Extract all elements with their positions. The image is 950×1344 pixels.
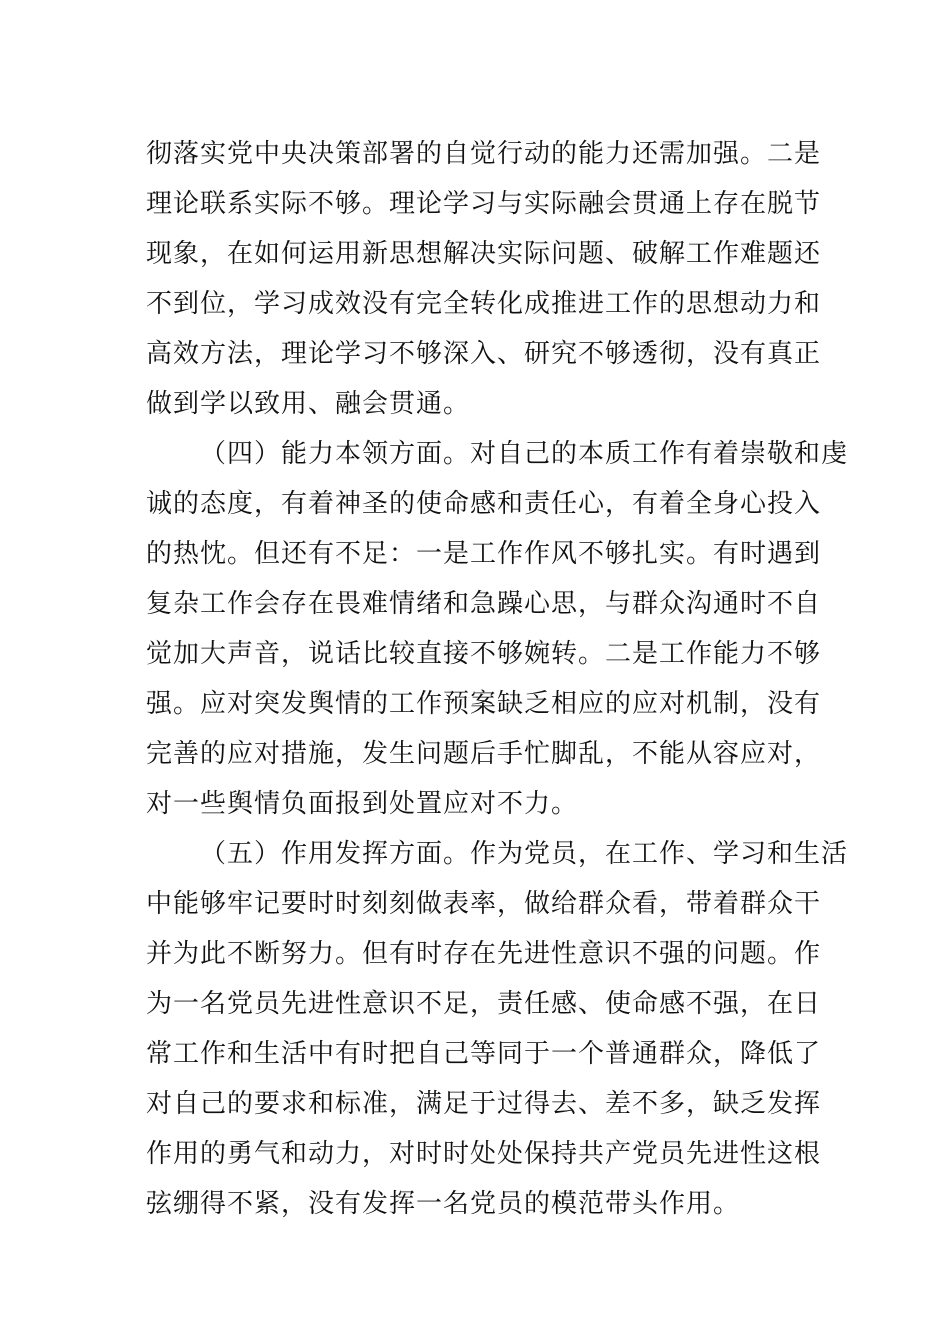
text-line-3: 现象，在如何运用新思想解决实际问题、破解工作难题还	[146, 239, 822, 269]
section-5-heading-line: （五）作用发挥方面。作为党员，在工作、学习和生活	[200, 839, 849, 869]
text-line-18: 为一名党员先进性意识不足，责任感、使命感不强，在日	[146, 989, 822, 1019]
text-line-19: 常工作和生活中有时把自己等同于一个普通群众，降低了	[146, 1039, 822, 1069]
text-line-5: 高效方法，理论学习不够深入、研究不够透彻，没有真正	[146, 339, 822, 369]
text-line-2: 理论联系实际不够。理论学习与实际融会贯通上存在脱节	[146, 189, 822, 219]
text-line-14: 对一些舆情负面报到处置应对不力。	[146, 789, 579, 819]
text-line-6: 做到学以致用、融会贯通。	[146, 389, 471, 419]
text-line-17: 并为此不断努力。但有时存在先进性意识不强的问题。作	[146, 939, 822, 969]
text-line-16: 中能够牢记要时时刻刻做表率，做给群众看，带着群众干	[146, 889, 822, 919]
text-line-4: 不到位，学习成效没有完全转化成推进工作的思想动力和	[146, 289, 822, 319]
section-4-heading-line: （四）能力本领方面。对自己的本质工作有着崇敬和虔	[200, 439, 849, 469]
text-line-11: 觉加大声音，说话比较直接不够婉转。二是工作能力不够	[146, 639, 822, 669]
text-line-22: 弦绷得不紧，没有发挥一名党员的模范带头作用。	[146, 1189, 741, 1219]
text-line-1: 彻落实党中央决策部署的自觉行动的能力还需加强。二是	[146, 139, 822, 169]
text-line-10: 复杂工作会存在畏难情绪和急躁心思，与群众沟通时不自	[146, 589, 822, 619]
text-line-8: 诚的态度，有着神圣的使命感和责任心，有着全身心投入	[146, 489, 822, 519]
text-line-13: 完善的应对措施，发生问题后手忙脚乱，不能从容应对，	[146, 739, 822, 769]
text-line-9: 的热忱。但还有不足：一是工作作风不够扎实。有时遇到	[146, 539, 822, 569]
text-line-21: 作用的勇气和动力，对时时处处保持共产党员先进性这根	[146, 1139, 822, 1169]
text-line-12: 强。应对突发舆情的工作预案缺乏相应的应对机制，没有	[146, 689, 822, 719]
text-line-20: 对自己的要求和标准，满足于过得去、差不多，缺乏发挥	[146, 1089, 822, 1119]
